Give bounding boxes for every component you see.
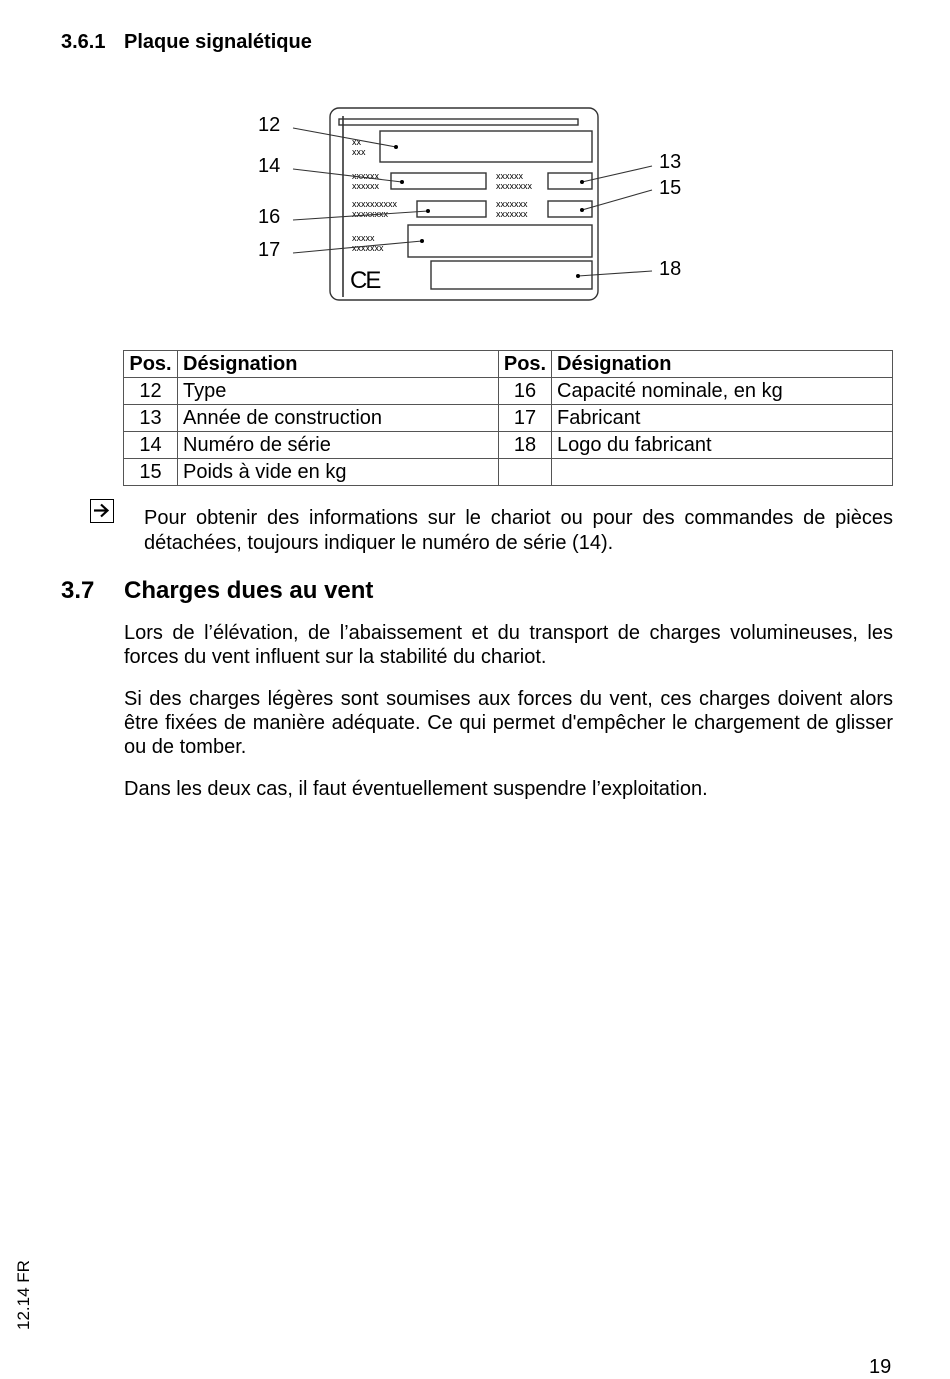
subsection-title: Plaque signalétique <box>124 31 312 53</box>
cell-pos: 14 <box>124 432 178 459</box>
table-row <box>124 378 893 405</box>
cell-pos: 16 <box>499 378 552 405</box>
callout-17: 17 <box>258 239 281 261</box>
callout-14: 14 <box>258 155 281 177</box>
callout-18: 18 <box>659 258 682 280</box>
plate-text-13a: xxxxxx <box>496 171 523 181</box>
field-16 <box>417 201 486 217</box>
header-designation: Désignation <box>178 351 499 378</box>
leader-dot-17 <box>420 239 424 243</box>
section-heading <box>61 577 373 605</box>
cell-designation <box>552 459 893 486</box>
cell-pos: 15 <box>124 459 178 486</box>
table-row <box>124 459 893 486</box>
plate-text-12a: xx <box>352 137 361 147</box>
nameplate-top-strip <box>339 119 578 125</box>
cell-designation: Logo du fabricant <box>552 432 893 459</box>
leader-dot-16 <box>426 209 430 213</box>
plate-text-13b: xxxxxxxx <box>496 181 532 191</box>
arrow-right-icon <box>90 499 114 523</box>
leader-dot-13 <box>580 180 584 184</box>
leader-dot-14 <box>400 180 404 184</box>
leader-14 <box>293 169 402 182</box>
cell-pos: 12 <box>124 378 178 405</box>
plate-text-15a: xxxxxxx <box>496 199 528 209</box>
table-header-row <box>124 351 893 378</box>
cell-designation: Capacité nominale, en kg <box>552 378 893 405</box>
header-pos: Pos. <box>499 351 552 378</box>
callout-12: 12 <box>258 114 281 136</box>
paragraph: Lors de l’élévation, de l’abaissement et du transport de charges volumineuses, les forces du vent influent sur la stabilité du chariot. <box>124 622 893 668</box>
plate-text-17a: xxxxx <box>352 233 375 243</box>
leader-dot-12 <box>394 145 398 149</box>
section-title: Charges dues au vent <box>124 577 374 604</box>
field-18 <box>431 261 592 289</box>
cell-pos: 13 <box>124 405 178 432</box>
cell-designation: Type <box>178 378 499 405</box>
paragraph: Dans les deux cas, il faut éventuellement suspendre l’exploitation. <box>124 778 708 800</box>
position-table <box>123 350 893 486</box>
cell-designation: Numéro de série <box>178 432 499 459</box>
cell-designation: Poids à vide en kg <box>178 459 499 486</box>
callout-13: 13 <box>659 151 682 173</box>
header-designation: Désignation <box>552 351 893 378</box>
section-number: 3.7 <box>61 577 95 604</box>
callout-15: 15 <box>659 177 682 199</box>
table-row <box>124 405 893 432</box>
field-14 <box>391 173 486 189</box>
cell-designation: Année de construction <box>178 405 499 432</box>
plate-text-14b: xxxxxx <box>352 181 379 191</box>
plate-text-16a: xxxxxxxxxx <box>352 199 397 209</box>
table-row <box>124 432 893 459</box>
cell-designation: Fabricant <box>552 405 893 432</box>
cell-pos: 18 <box>499 432 552 459</box>
nameplate-diagram <box>0 0 950 320</box>
plate-text-14a: xxxxxx <box>352 171 379 181</box>
plate-text-16b: xxxxxxxx <box>352 209 388 219</box>
leader-dot-18 <box>576 274 580 278</box>
note-text: Pour obtenir des informations sur le chariot ou pour des commandes de pièces détachées, toujours indiquer le numéro de série (14). <box>144 507 893 554</box>
leader-18 <box>578 271 652 276</box>
subsection-number: 3.6.1 <box>61 31 106 53</box>
edition-label: 12.14 FR <box>14 1260 33 1330</box>
cell-pos: 17 <box>499 405 552 432</box>
ce-mark: CE <box>350 267 380 294</box>
page-number: 19 <box>869 1356 892 1378</box>
plate-text-15b: xxxxxxx <box>496 209 528 219</box>
field-17 <box>408 225 592 257</box>
leader-15 <box>582 190 652 210</box>
plate-text-17b: xxxxxxx <box>352 243 384 253</box>
plate-text-12b: xxx <box>352 147 366 157</box>
leader-dot-15 <box>580 208 584 212</box>
field-12 <box>380 131 592 162</box>
callout-16: 16 <box>258 206 281 228</box>
paragraph: Si des charges légères sont soumises aux forces du vent, ces charges doivent alors être fixées de manière adéquate. Ce qui permet d'empêcher le chargement de glisser ou de tomber. <box>124 688 893 758</box>
cell-pos <box>499 459 552 486</box>
header-pos: Pos. <box>124 351 178 378</box>
